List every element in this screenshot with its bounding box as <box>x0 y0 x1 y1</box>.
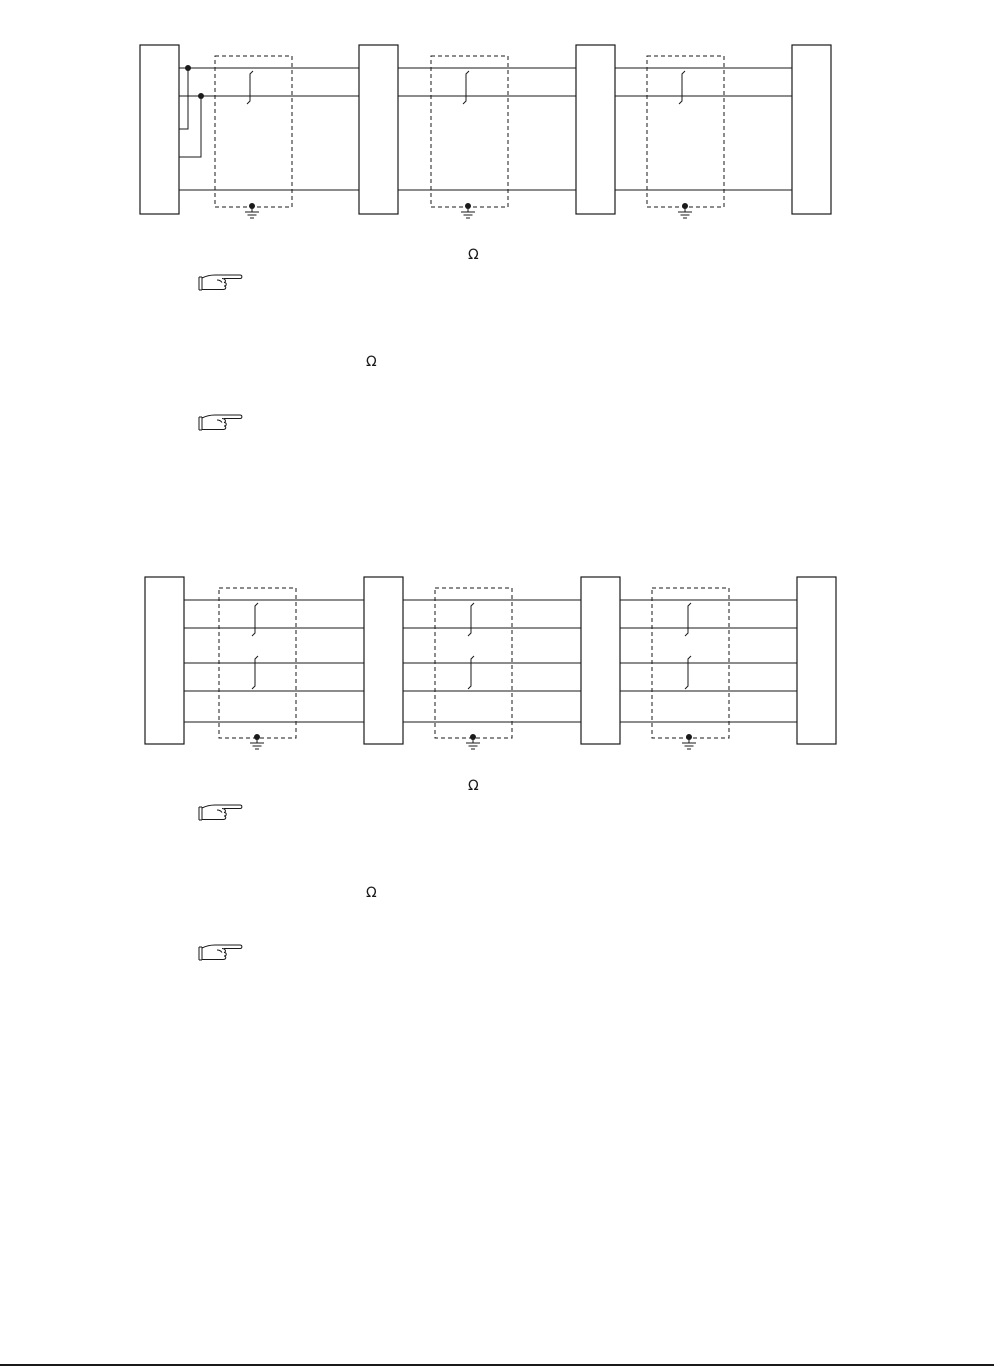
ohm-symbol: Ω <box>366 885 377 901</box>
shield-box <box>215 56 292 207</box>
ohm-symbol: Ω <box>468 247 479 263</box>
ground-icon <box>682 738 696 749</box>
footer-rule <box>0 1364 994 1366</box>
station-block-2 <box>359 45 398 214</box>
junction-dot <box>185 65 191 71</box>
ohm-symbol: Ω <box>366 354 377 370</box>
ground-icon <box>461 207 475 218</box>
ground-icon <box>466 738 480 749</box>
shield-box <box>647 56 724 207</box>
twisted-pair-mark <box>252 603 258 636</box>
pointing-hand-icon <box>198 803 244 823</box>
pointing-hand-icon <box>198 413 244 433</box>
twisted-pair-mark <box>247 71 253 104</box>
station-block-4 <box>792 45 831 214</box>
signal-lines <box>179 68 792 190</box>
diagram-1-two-wire <box>140 45 831 218</box>
station-block-1 <box>145 577 184 744</box>
station-block-3 <box>581 577 620 744</box>
twisted-pair-mark <box>685 603 691 636</box>
station-block-1 <box>140 45 179 214</box>
twisted-pair-mark <box>252 656 258 689</box>
ground-icon <box>245 207 259 218</box>
signal-lines <box>184 600 797 722</box>
ground-icon <box>250 738 264 749</box>
twisted-pair-mark <box>463 71 469 104</box>
station-block-3 <box>576 45 615 214</box>
station-block-2 <box>364 577 403 744</box>
pointing-hand-icon <box>198 943 244 963</box>
ohm-symbol: Ω <box>468 778 479 794</box>
junction-dot <box>198 93 204 99</box>
twisted-pair-mark <box>468 603 474 636</box>
station-block-4 <box>797 577 836 744</box>
twisted-pair-mark <box>679 71 685 104</box>
pointing-hand-icon <box>198 273 244 293</box>
diagram-2-four-wire <box>145 577 836 749</box>
shield-box <box>431 56 508 207</box>
ground-icon <box>678 207 692 218</box>
twisted-pair-mark <box>468 656 474 689</box>
twisted-pair-mark <box>685 656 691 689</box>
